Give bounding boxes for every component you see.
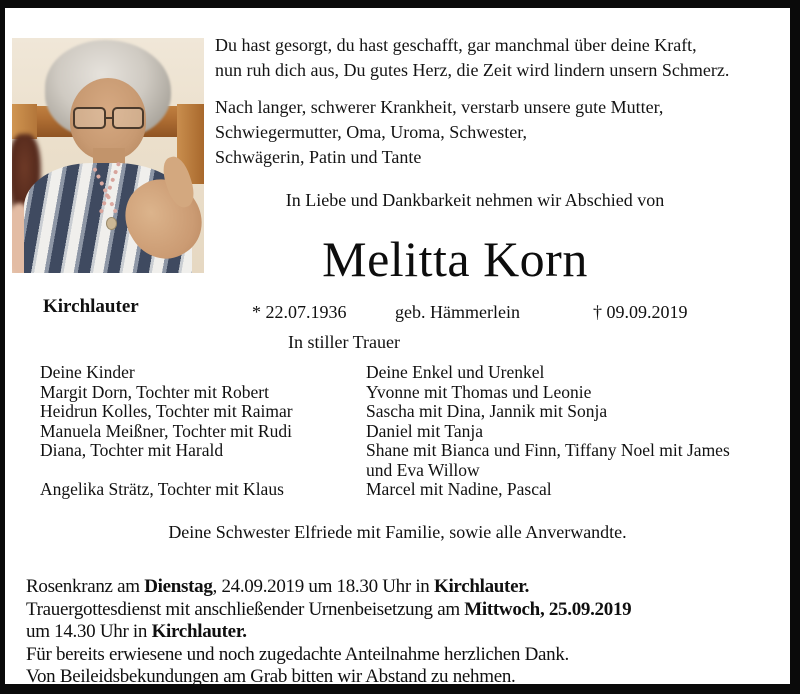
intro-line-3: Schwägerin, Patin und Tante bbox=[215, 147, 422, 167]
family-line: Marcel mit Nadine, Pascal bbox=[366, 479, 552, 499]
death-date: † 09.09.2019 bbox=[593, 302, 688, 322]
funeral-line-thanks: Für bereits erwiesene und noch zugedachte Anteilnahme herzlichen Dank. bbox=[26, 643, 569, 665]
funeral-line-service bbox=[26, 599, 776, 622]
family-line: Deine Enkel und Urenkel bbox=[366, 362, 545, 382]
funeral-line-time bbox=[26, 621, 776, 644]
funeral-date-bold: Mittwoch, 25.09.2019 bbox=[464, 598, 632, 620]
family-line: Sascha mit Dina, Jannik mit Sonja bbox=[366, 401, 608, 421]
intro-block bbox=[215, 95, 790, 170]
funeral-line-condolences: Von Beileidsbekundungen am Grab bitten wir Abstand zu nehmen. bbox=[26, 666, 516, 687]
intro-line-1: Nach langer, schwerer Krankheit, verstarb unsere gute Mutter, bbox=[215, 97, 664, 117]
family-column-children bbox=[40, 363, 360, 500]
glasses-icon bbox=[73, 109, 144, 128]
funeral-place-bold: Kirchlauter. bbox=[151, 621, 247, 642]
intro-line-2: Schwiegermutter, Oma, Uroma, Schwester, bbox=[215, 122, 527, 142]
verse-line-2: nun ruh dich aus, Du gutes Herz, die Zeit wird lindern unsern Schmerz. bbox=[215, 60, 730, 80]
verse-block bbox=[215, 33, 790, 83]
glasses-right-lens bbox=[112, 107, 145, 130]
family-line: Deine Kinder bbox=[40, 362, 135, 382]
funeral-place-bold: Kirchlauter. bbox=[433, 576, 530, 597]
obituary-sheet bbox=[5, 8, 790, 687]
verse-line-1: Du hast gesorgt, du hast geschafft, gar manchmal über deine Kraft, bbox=[215, 35, 697, 55]
family-line-blank bbox=[40, 461, 360, 481]
sister-line: Deine Schwester Elfriede mit Familie, sowie alle Anverwandte. bbox=[168, 522, 627, 542]
farewell-line: In Liebe und Dankbarkeit nehmen wir Abschied von bbox=[285, 190, 665, 210]
family-line: Heidrun Kolles, Tochter mit Raimar bbox=[40, 401, 293, 421]
funeral-line-rosary bbox=[26, 576, 776, 599]
funeral-day-bold: Dienstag bbox=[144, 576, 213, 597]
deceased-name: Melitta Korn bbox=[322, 231, 588, 287]
family-line: Yvonne mit Thomas und Leonie bbox=[366, 381, 592, 402]
funeral-text: , 24.09.2019 um 18.30 Uhr in bbox=[212, 576, 434, 597]
necklace-pendant bbox=[106, 217, 117, 230]
funeral-details bbox=[26, 576, 776, 689]
family-line: Angelika Strätz, Tochter mit Klaus bbox=[40, 479, 284, 499]
birth-date: * 22.07.1936 bbox=[252, 302, 347, 322]
place-label: Kirchlauter bbox=[43, 296, 139, 317]
family-line: Diana, Tochter mit Harald bbox=[40, 440, 224, 460]
family-line: und Eva Willow bbox=[366, 459, 480, 480]
family-line: Manuela Meißner, Tochter mit Rudi bbox=[40, 420, 292, 441]
family-column-grandchildren bbox=[366, 363, 776, 500]
family-line: Daniel mit Tanja bbox=[366, 420, 484, 441]
glasses-bridge bbox=[106, 117, 112, 119]
glasses-left-lens bbox=[73, 107, 106, 130]
family-line: Shane mit Bianca und Finn, Tiffany Noel mit James bbox=[366, 440, 730, 460]
maiden-name: geb. Hämmerlein bbox=[395, 302, 520, 322]
funeral-text: Rosenkranz am bbox=[26, 576, 145, 597]
family-line: Margit Dorn, Tochter mit Robert bbox=[40, 381, 269, 402]
funeral-text: Trauergottesdienst mit anschließender Urnenbeisetzung am bbox=[26, 598, 465, 620]
mourning-heading: In stiller Trauer bbox=[288, 332, 400, 352]
funeral-text: um 14.30 Uhr in bbox=[26, 621, 152, 642]
